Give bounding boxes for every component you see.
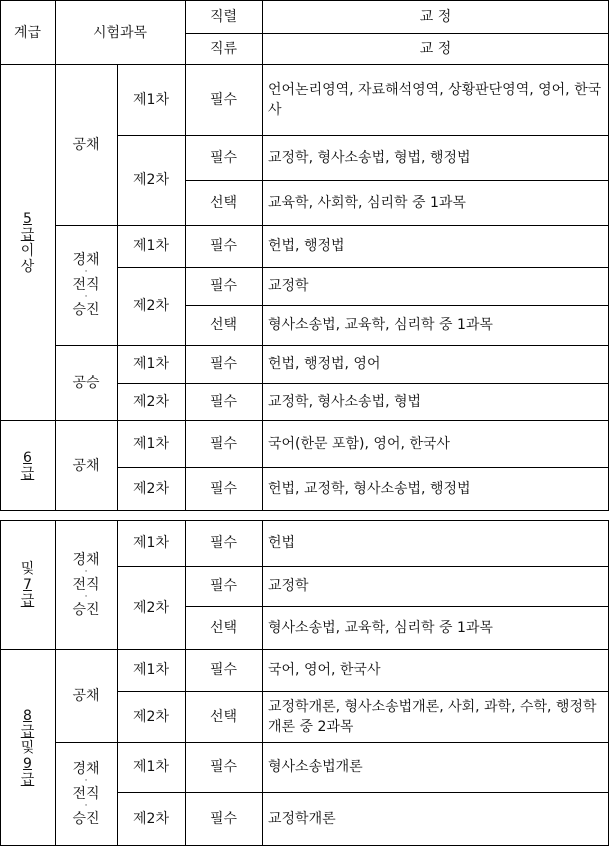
grid-line <box>55 742 609 743</box>
grid-line <box>0 520 609 521</box>
stage-1: 제1차 <box>133 759 169 775</box>
method-dot: · <box>84 591 88 602</box>
method-dot: · <box>84 267 88 277</box>
method-open-5: 공채 <box>72 137 100 153</box>
subjects-cell: 헌법 <box>268 535 296 551</box>
type-elective: 선택 <box>209 619 238 636</box>
header-kind-value: 교 정 <box>419 41 452 57</box>
stage-2: 제2차 <box>133 393 169 410</box>
subjects-cell: 교정학개론 <box>268 811 336 827</box>
grade-char: 8 <box>23 707 32 724</box>
type-required: 필수 <box>209 481 238 497</box>
method-special-7 <box>55 520 117 649</box>
method-dot: · <box>84 776 88 786</box>
header-series-label: 직렬 <box>209 8 238 25</box>
stage-1: 제1차 <box>133 238 169 254</box>
header-series-value: 교 정 <box>419 8 452 25</box>
subjects-cell: 헌법, 행정법, 영어 <box>268 356 381 372</box>
method-part: 경채 <box>72 761 100 777</box>
method-open-8-9: 공채 <box>72 687 100 704</box>
stage-2: 제2차 <box>133 599 169 616</box>
table-border <box>0 0 1 846</box>
stage-2: 제2차 <box>133 811 169 827</box>
grid-line <box>0 64 609 65</box>
header-subjects: 시험과목 <box>92 24 148 41</box>
subjects-cell: 언어논리영역, 자료해석영역, 상황판단영역, 영어, 한국사 <box>268 82 602 118</box>
subjects-cell: 교정학개론, 형사소송법개론, 사회, 과학, 수학, 행정학개론 중 2과목 <box>268 698 597 735</box>
header-kind-label: 직류 <box>209 41 238 57</box>
grid-line <box>55 0 56 846</box>
type-required: 필수 <box>209 535 238 551</box>
grid-line <box>185 33 609 34</box>
subjects-cell: 형사소송법개론 <box>268 759 363 775</box>
grade-char: 6 <box>23 449 32 466</box>
subjects-cell: 헌법, 교정학, 형사소송법, 행정법 <box>268 481 471 497</box>
stage-2: 제2차 <box>133 708 169 725</box>
subjects-cell: 형사소송법, 교육학, 심리학 중 1과목 <box>268 317 493 333</box>
grid-line <box>185 305 609 306</box>
type-elective: 선택 <box>209 317 238 333</box>
grid-line <box>117 65 118 846</box>
grade-8-9 <box>0 649 55 846</box>
page-break-gap <box>0 511 609 520</box>
grid-line <box>117 566 609 567</box>
type-required: 필수 <box>209 662 238 678</box>
stage-1: 제1차 <box>133 535 169 551</box>
grade-char: 및 <box>20 560 35 577</box>
grid-line <box>185 606 609 607</box>
method-part: 전직 <box>72 277 100 293</box>
grid-line <box>0 649 609 650</box>
type-required: 필수 <box>209 238 238 254</box>
type-required: 필수 <box>209 92 238 108</box>
method-dot: · <box>84 801 88 811</box>
grid-line <box>55 345 609 346</box>
method-promotion-5: 공승 <box>72 374 100 391</box>
stage-1: 제1차 <box>133 92 169 108</box>
grade-char: 이 <box>20 242 35 259</box>
subjects-cell: 헌법, 행정법 <box>268 238 345 254</box>
grid-line <box>117 691 609 692</box>
grade-7 <box>0 520 55 649</box>
grid-line <box>117 792 609 793</box>
subjects-cell: 교정학 <box>268 578 309 594</box>
subjects-cell: 교정학, 형사소송법, 형법 <box>268 393 422 410</box>
type-required: 필수 <box>209 356 238 372</box>
grade-char: 9 <box>23 755 32 772</box>
stage-1: 제1차 <box>133 435 169 452</box>
stage-2: 제2차 <box>133 298 169 314</box>
method-special-5 <box>55 225 117 345</box>
stage-1: 제1차 <box>133 356 169 372</box>
stage-1: 제1차 <box>133 662 169 678</box>
grid-line <box>117 467 609 468</box>
grid-line <box>117 135 609 136</box>
grade-char: 상 <box>20 258 35 275</box>
subjects-cell: 국어, 영어, 한국사 <box>268 662 381 678</box>
subjects-cell: 교정학, 형사소송법, 형법, 행정법 <box>268 149 471 166</box>
grade-5-above <box>0 65 55 420</box>
grid-line <box>117 383 609 384</box>
type-required: 필수 <box>209 149 238 166</box>
subjects-cell: 교육학, 사회학, 심리학 중 1과목 <box>268 194 466 211</box>
type-required: 필수 <box>209 578 238 594</box>
grid-line <box>117 267 609 268</box>
type-required: 필수 <box>209 759 238 775</box>
grid-line <box>185 180 609 181</box>
grade-char: 및 <box>20 739 35 756</box>
grade-6 <box>0 420 55 511</box>
method-part: 승진 <box>72 601 100 618</box>
header-grade: 계급 <box>13 24 42 41</box>
grade-char: 급 <box>20 226 35 243</box>
method-dot: · <box>84 292 88 302</box>
grid-line <box>0 510 609 511</box>
grid-line <box>185 0 186 846</box>
subjects-cell: 형사소송법, 교육학, 심리학 중 1과목 <box>268 619 493 636</box>
grid-line <box>262 0 263 846</box>
table-border <box>0 0 609 1</box>
stage-2: 제2차 <box>133 481 169 497</box>
method-part: 경채 <box>72 252 100 268</box>
subjects-cell: 국어(한문 포함), 영어, 한국사 <box>268 435 450 452</box>
method-part: 전직 <box>72 786 100 802</box>
grade-char: 7 <box>23 576 32 593</box>
type-elective: 선택 <box>209 194 238 211</box>
grade-char: 급 <box>20 771 35 788</box>
method-part: 경채 <box>72 551 100 568</box>
subjects-cell: 교정학 <box>268 278 309 294</box>
grade-char: 5 <box>23 210 32 227</box>
type-required: 필수 <box>209 435 238 452</box>
type-elective: 선택 <box>209 708 238 725</box>
method-special-8-9 <box>55 742 117 846</box>
type-required: 필수 <box>209 811 238 827</box>
grid-line <box>0 420 609 421</box>
method-part: 승진 <box>72 302 100 318</box>
type-required: 필수 <box>209 393 238 410</box>
stage-2: 제2차 <box>133 172 169 188</box>
method-open-6: 공채 <box>72 457 100 474</box>
method-part: 전직 <box>72 576 100 593</box>
method-dot: · <box>84 566 88 577</box>
grade-char: 급 <box>20 723 35 740</box>
grade-char: 급 <box>20 592 35 609</box>
method-part: 승진 <box>72 811 100 827</box>
grid-line <box>55 225 609 226</box>
type-required: 필수 <box>209 278 238 294</box>
grade-char: 급 <box>20 465 35 482</box>
